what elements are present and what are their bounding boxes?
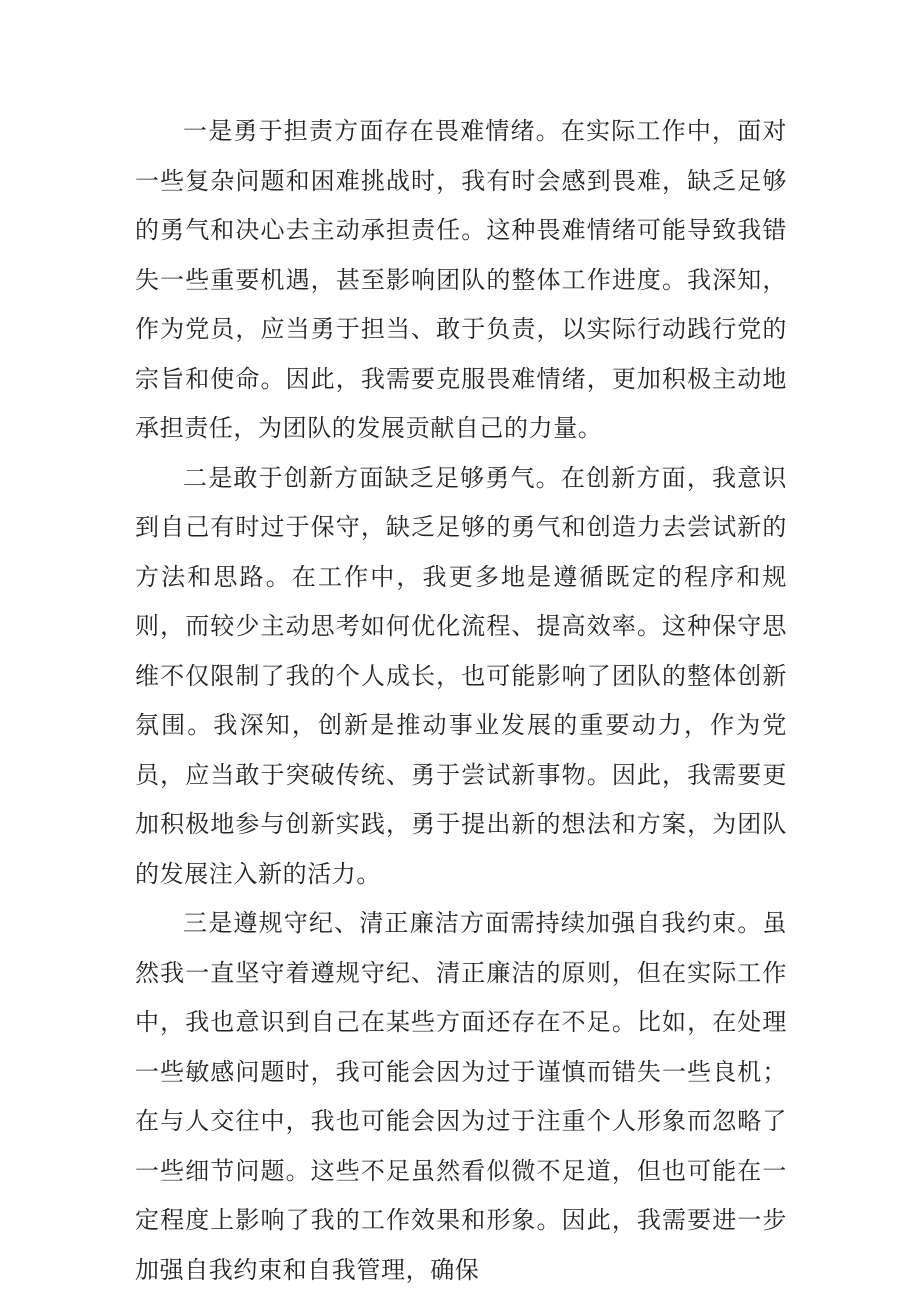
document-body bbox=[135, 107, 787, 1295]
paragraph-discipline: 三是遵规守纪、清正廉洁方面需持续加强自我约束。虽然我一直坚守着遵规守纪、清正廉洁的原则，但在实际工作中，我也意识到自己在某些方面还存在不足。比如，在处理一些敏感问题时，我可能会因为过于谨慎而错失一些良机；在与人交往中，我也可能会因为过于注重个人形象而忽略了一些细节问题。这些不足虽然看似微不足道，但也可能在一定程度上影响了我的工作效果和形象。因此，我需要进一步加强自我约束和自我管理，确保 bbox=[135, 909, 787, 1284]
paragraph-innovation: 二是敢于创新方面缺乏足够勇气。在创新方面，我意识到自己有时过于保守，缺乏足够的勇气和创造力去尝试新的方法和思路。在工作中，我更多地是遵循既定的程序和规则，而较少主动思考如何优化流程、提高效率。这种保守思维不仅限制了我的个人成长，也可能影响了团队的整体创新氛围。我深知，创新是推动事业发展的重要动力，作为党员，应当敢于突破传统、勇于尝试新事物。因此，我需要更加积极地参与创新实践，勇于提出新的想法和方案，为团队的发展注入新的活力。 bbox=[135, 463, 787, 888]
paragraph-responsibility: 一是勇于担责方面存在畏难情绪。在实际工作中，面对一些复杂问题和困难挑战时，我有时会感到畏难，缺乏足够的勇气和决心去主动承担责任。这种畏难情绪可能导致我错失一些重要机遇，甚至影响团队的整体工作进度。我深知，作为党员，应当勇于担当、敢于负责，以实际行动践行党的宗旨和使命。因此，我需要克服畏难情绪，更加积极主动地承担责任，为团队的发展贡献自己的力量。 bbox=[135, 117, 787, 442]
